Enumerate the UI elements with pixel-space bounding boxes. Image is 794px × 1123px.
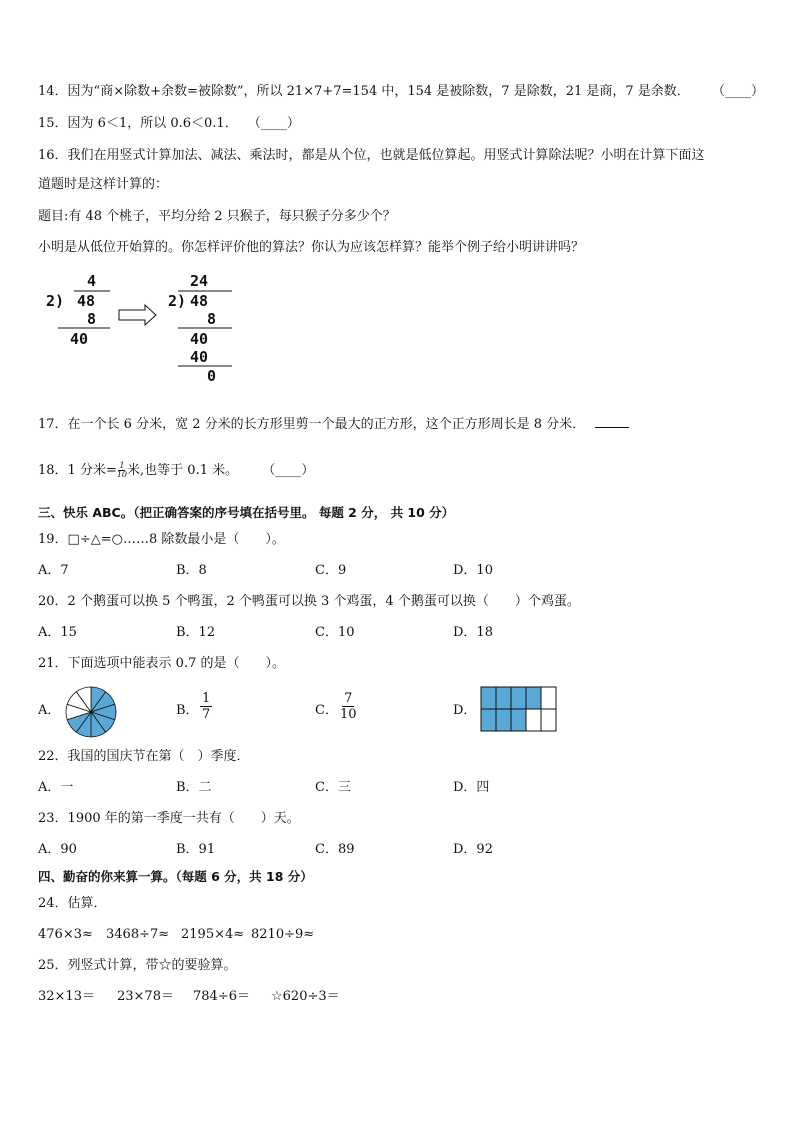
pie-seven-tenths [64, 685, 118, 739]
estimate-item-2: 3468÷7≈ [106, 927, 170, 942]
section-3-title: 三、快乐 ABC。（把正确答案的序号填在括号里。 每题 2 分， 共 10 分） [38, 505, 455, 520]
question-17-text: 17．在一个长 6 分米，宽 2 分米的长方形里剪一个最大的正方形，这个正方形周长是 8 分米． [38, 417, 586, 432]
right-step4: 0 [207, 367, 217, 385]
q20-option-c[interactable]: C．10 [315, 625, 355, 640]
q21-option-b[interactable] [176, 702, 199, 720]
q21-option-c-label: C． [315, 703, 338, 718]
fraction-one-tenth: $\frac{1}{10}$ [116, 461, 128, 479]
right-arrow-icon [119, 305, 156, 325]
question-24: 24．估算． [38, 896, 107, 911]
long-division-diagrams [40, 268, 250, 388]
right-step1: 8 [207, 310, 217, 328]
q21-option-d-label: D． [453, 703, 477, 718]
question-18 [38, 462, 314, 480]
question-14-text: 14．因为“商×除数+余数=被除数”，所以 21×7+7=154 中，154 是被除数，7 是除数，21 是商，7 是余数． [38, 84, 690, 99]
q23-option-c[interactable]: C．89 [315, 842, 355, 857]
right-quotient: 24 [190, 272, 209, 290]
grid-cell [496, 709, 511, 731]
q22-option-c[interactable]: C．三 [315, 780, 351, 795]
grid-cell [541, 687, 556, 709]
q22-option-a[interactable]: A．一 [38, 780, 74, 795]
calc-item-4: ☆620÷3＝ [271, 989, 340, 1004]
grid-cell [541, 709, 556, 731]
question-14 [38, 83, 690, 101]
fraction-seven-tenths: $\frac{7}{10}$ [340, 691, 357, 722]
question-21: 21．下面选项中能表示 0.7 的是（ ）。 [38, 656, 285, 671]
question-17 [38, 416, 629, 434]
answer-paren-15[interactable]: （____） [247, 116, 300, 131]
question-16-line2: 道题时是这样计算的： [38, 177, 169, 192]
left-dividend: 48 [77, 292, 96, 310]
answer-paren-18[interactable]: （____） [262, 463, 315, 478]
question-20: 20．2 个鹅蛋可以换 5 个鸭蛋，2 个鸭蛋可以换 3 个鸡蛋，4 个鹅蛋可以换（ ）个鸡蛋。 [38, 594, 580, 609]
grid-cell [511, 709, 526, 731]
q23-option-d[interactable]: D．92 [453, 842, 493, 857]
question-16-line3: 题目:有 48 个桃子，平均分给 2 只猴子，每只猴子分多少个？ [38, 209, 396, 224]
question-15-text: 15．因为 6＜1，所以 0.6＜0.1． [38, 116, 238, 131]
right-dividend: 48 [190, 292, 209, 310]
q21-option-a[interactable] [38, 702, 60, 720]
grid-cell [526, 709, 541, 731]
question-18-post: 米,也等于 0.1 米。 [127, 463, 239, 478]
q21-option-a-label: A． [38, 703, 61, 718]
left-divisor: 2) [46, 292, 65, 310]
grid-cell [496, 687, 511, 709]
estimate-item-3: 2195×4≈ [181, 927, 245, 942]
q21-option-b-label: B． [176, 703, 199, 718]
q21-option-c[interactable] [315, 702, 338, 720]
fraction-one-seventh: $\frac{1}{7}$ [202, 691, 211, 722]
q19-option-d[interactable]: D．10 [453, 563, 493, 578]
q19-option-b[interactable]: B．8 [176, 563, 207, 578]
right-step2: 40 [190, 330, 209, 348]
left-step1: 8 [87, 310, 97, 328]
calc-item-2: 23×78＝ [117, 989, 174, 1004]
q22-option-b[interactable]: B．二 [176, 780, 212, 795]
question-15 [38, 115, 300, 133]
q23-option-a[interactable]: A．90 [38, 842, 77, 857]
answer-blank-17[interactable] [595, 427, 629, 428]
grid-cell [481, 709, 496, 731]
q21-option-d[interactable] [453, 702, 476, 720]
question-25: 25．列竖式计算，带☆的要验算。 [38, 958, 237, 973]
estimate-item-1: 476×3≈ [38, 927, 93, 942]
answer-paren-14[interactable]: （____） [712, 84, 765, 99]
q22-option-d[interactable]: D．四 [453, 780, 490, 795]
q19-option-a[interactable]: A．7 [38, 563, 69, 578]
q23-option-b[interactable]: B．91 [176, 842, 216, 857]
grid-cell [481, 687, 496, 709]
question-16-line1: 16．我们在用竖式计算加法、减法、乘法时，都是从个位，也就是低位算起。用竖式计算除法呢？小明在计算下面这 [38, 148, 705, 163]
question-16-line4: 小明是从低位开始算的。你怎样评价他的算法？你认为应该怎样算？能举个例子给小明讲讲吗？ [38, 240, 585, 255]
estimate-item-4: 8210÷9≈ [251, 927, 315, 942]
calc-item-1: 32×13＝ [38, 989, 95, 1004]
left-quotient: 4 [87, 272, 97, 290]
q20-option-a[interactable]: A．15 [38, 625, 77, 640]
q19-option-c[interactable]: C．9 [315, 563, 347, 578]
q20-option-d[interactable]: D．18 [453, 625, 493, 640]
left-step2: 40 [70, 330, 89, 348]
q20-option-b[interactable]: B．12 [176, 625, 216, 640]
grid-cell [511, 687, 526, 709]
section-4-title: 四、勤奋的你来算一算。（每题 6 分，共 18 分） [38, 869, 313, 884]
grid-cell [526, 687, 541, 709]
question-19: 19．□÷△=○……8 除数最小是（ ）。 [38, 532, 285, 547]
question-22: 22．我国的国庆节在第（ ）季度． [38, 749, 250, 764]
grid-seven-tenths [480, 686, 558, 732]
question-23: 23．1900 年的第一季度一共有（ ）天。 [38, 811, 300, 826]
right-step3: 40 [190, 348, 209, 366]
calc-item-3: 784÷6＝ [193, 989, 250, 1004]
right-divisor: 2) [168, 292, 187, 310]
question-18-pre: 18．1 分米= [38, 463, 117, 478]
